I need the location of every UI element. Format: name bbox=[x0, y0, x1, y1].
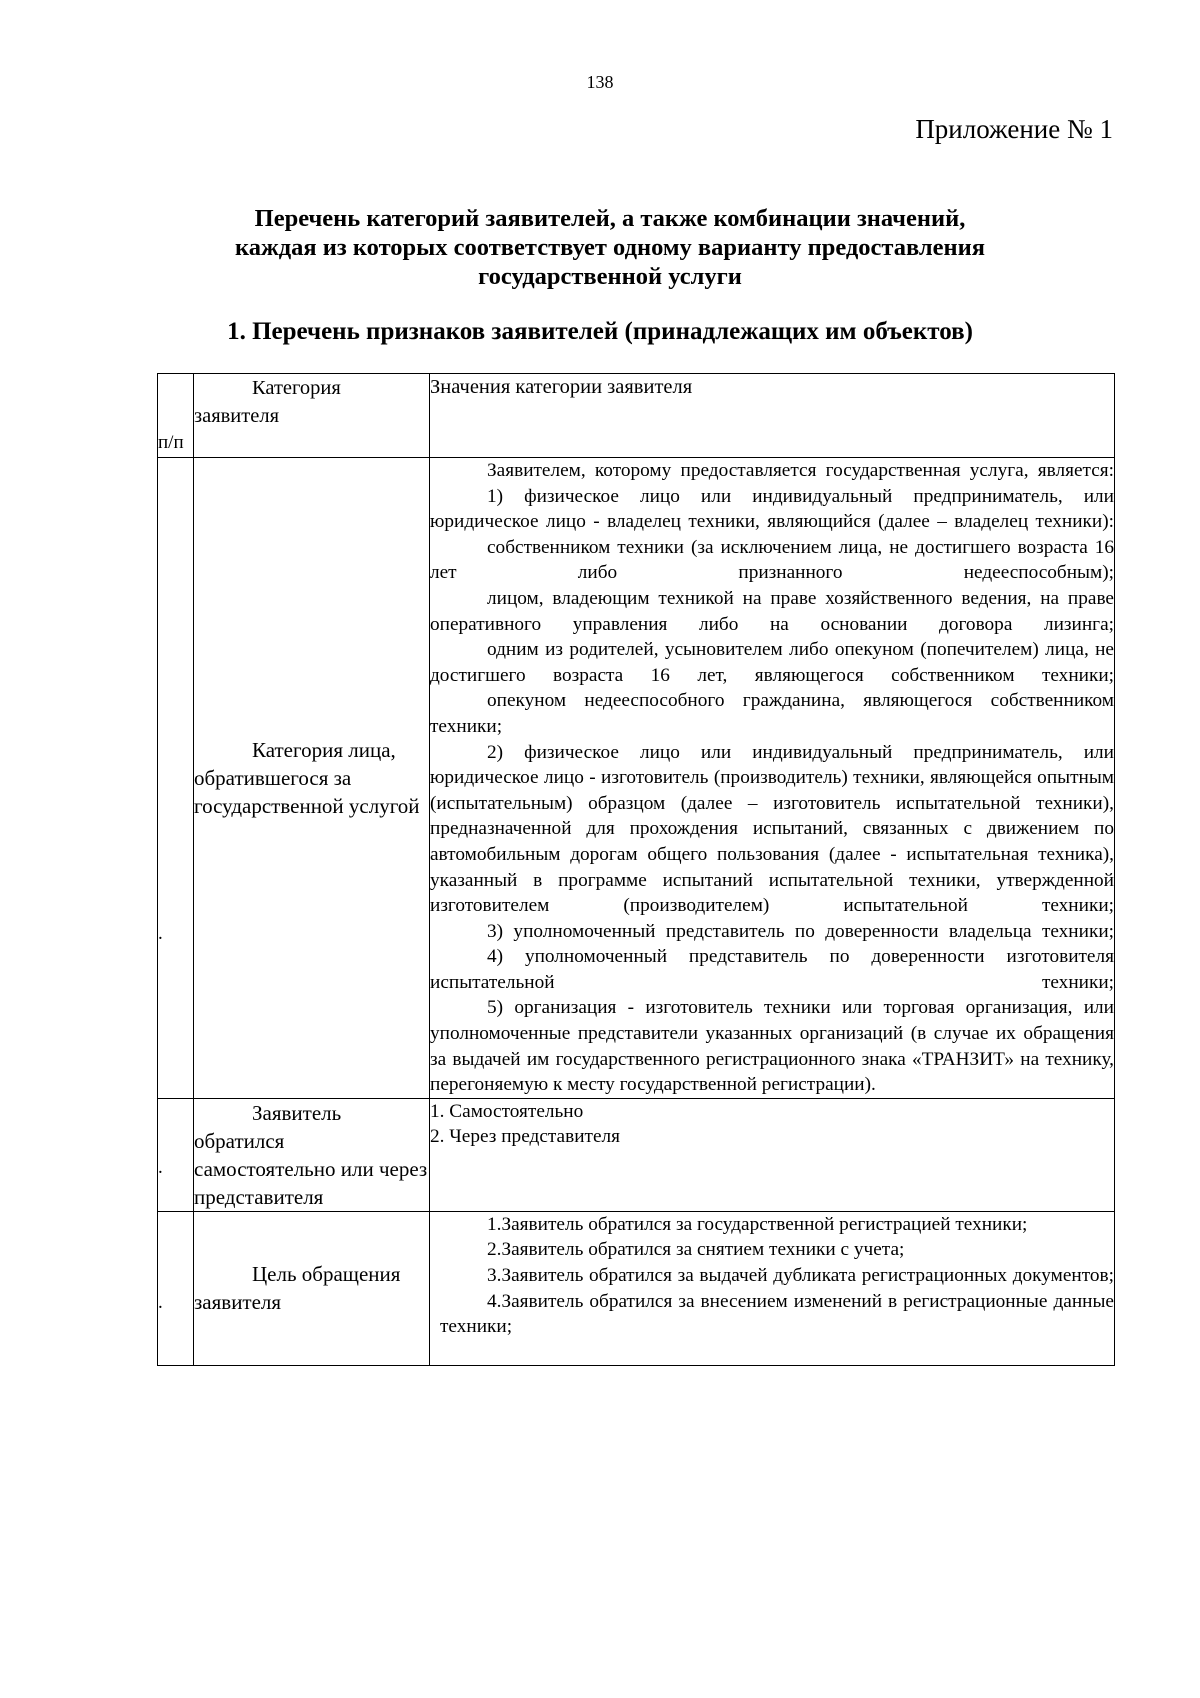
header-values: Значения категории заявителя bbox=[430, 374, 1115, 458]
row-category-cell bbox=[194, 458, 430, 1099]
value-item: 2. Через представителя bbox=[430, 1125, 620, 1147]
row-num: . bbox=[158, 923, 163, 944]
value-paragraph: 3) уполномоченный представитель по доверенности владельца техники; bbox=[487, 920, 1114, 942]
title-line: Перечень категорий заявителей, а также комбинации значений, bbox=[254, 205, 966, 232]
value-paragraph: опекуном недееспособного гражданина, являющегося собственником техники; bbox=[430, 690, 1114, 737]
value-item: 1.Заявитель обратился за государственной регистрацией техники; bbox=[487, 1213, 1028, 1235]
title-line: государственной услуги bbox=[478, 263, 742, 290]
value-paragraph: собственником техники (за исключением лица, не достигшего возраста 16 лет либо признанного недееспособным); bbox=[430, 536, 1114, 584]
row-values-cell bbox=[430, 1211, 1115, 1365]
row-values-cell bbox=[430, 458, 1115, 1099]
row-category-rest: заявителя bbox=[194, 1290, 282, 1315]
value-paragraph: 5) организация - изготовитель техники или торговая организация, или уполномоченные представители указанных организаций (в случае их обращения за выдачей им государственного регистрационного знака «ТРАНЗИТ» на технику, перегоняемую к месту государственной регистрации). bbox=[430, 997, 1114, 1096]
document-title bbox=[160, 204, 1060, 291]
value-paragraph: 4) уполномоченный представитель по доверенности изготовителя испытательной техники; bbox=[430, 946, 1114, 993]
row-num-cell bbox=[158, 1211, 194, 1365]
title-line: каждая из которых соответствует одному варианту предоставления bbox=[234, 234, 986, 261]
row-category bbox=[194, 1099, 429, 1211]
value-item: 4.Заявитель обратился за внесением изменений в регистрационные данные техники; bbox=[440, 1290, 1114, 1338]
value-item: 2.Заявитель обратился за снятием техники с учета; bbox=[487, 1239, 905, 1261]
value-item: 3.Заявитель обратился за выдачей дубликата регистрационных документов; bbox=[487, 1265, 1114, 1287]
row-category bbox=[194, 1260, 429, 1316]
section-title: 1. Перечень признаков заявителей (принадлежащих им объектов) bbox=[227, 318, 973, 345]
row-category bbox=[194, 736, 429, 820]
value-item: 1. Самостоятельно bbox=[430, 1100, 584, 1122]
row-category-rest: обратился самостоятельно или через представителя bbox=[194, 1128, 428, 1209]
table-row bbox=[158, 458, 1115, 1099]
value-paragraph: одним из родителей, усыновителем либо опекуном (попечителем) лица, не достигшего возраста 16 лет, являющегося собственником техники; bbox=[430, 639, 1114, 686]
page-number: 138 bbox=[586, 72, 614, 92]
applicant-categories-table bbox=[157, 373, 1115, 1366]
row-category-first: Заявитель bbox=[252, 1100, 342, 1125]
row-category-cell bbox=[194, 1211, 430, 1365]
header-num: п/п bbox=[158, 432, 184, 453]
value-paragraph: Заявителем, которому предоставляется государственная услуга, является: bbox=[487, 460, 1114, 481]
row-num-cell bbox=[158, 1098, 194, 1211]
row-num-cell bbox=[158, 458, 194, 1099]
table-row bbox=[158, 1098, 1115, 1211]
appendix-label: Приложение № 1 bbox=[915, 114, 1113, 144]
value-paragraph: 1) физическое лицо или индивидуальный предприниматель, или юридическое лицо - владелец техники, являющийся (далее – владелец техники): bbox=[430, 485, 1114, 533]
value-paragraph: 2) физическое лицо или индивидуальный предприниматель, или юридическое лицо - изготовитель (производитель) техники, являющейся опытным (испытательным) образцом (далее – изготовитель испытательной техники), предназначенной для прохождения испытаний, связанных с движением по автомобильным дорогам общего пользования (далее - испытательная техника), указанный в программе испытаний испытательной техники, утвержденной изготовителем (производителем) испытательной техники; bbox=[430, 741, 1114, 917]
table-header-row bbox=[158, 374, 1115, 458]
header-category: Категория заявителя bbox=[194, 377, 341, 427]
row-category-first: Категория лица, bbox=[252, 737, 396, 762]
value-paragraph: лицом, владеющим техникой на праве хозяйственного ведения, на праве оперативного управления либо на основании договора лизинга; bbox=[430, 587, 1114, 635]
header-category-cell bbox=[194, 374, 430, 458]
row-category-rest: обратившегося за государственной услугой bbox=[194, 765, 420, 818]
row-category-cell bbox=[194, 1098, 430, 1211]
table-row bbox=[158, 1211, 1115, 1365]
row-category-first: Цель обращения bbox=[252, 1262, 401, 1287]
row-values-cell bbox=[430, 1098, 1115, 1211]
row-num: . bbox=[158, 1291, 163, 1313]
row-num: . bbox=[158, 1156, 163, 1178]
header-num-cell bbox=[158, 374, 194, 458]
